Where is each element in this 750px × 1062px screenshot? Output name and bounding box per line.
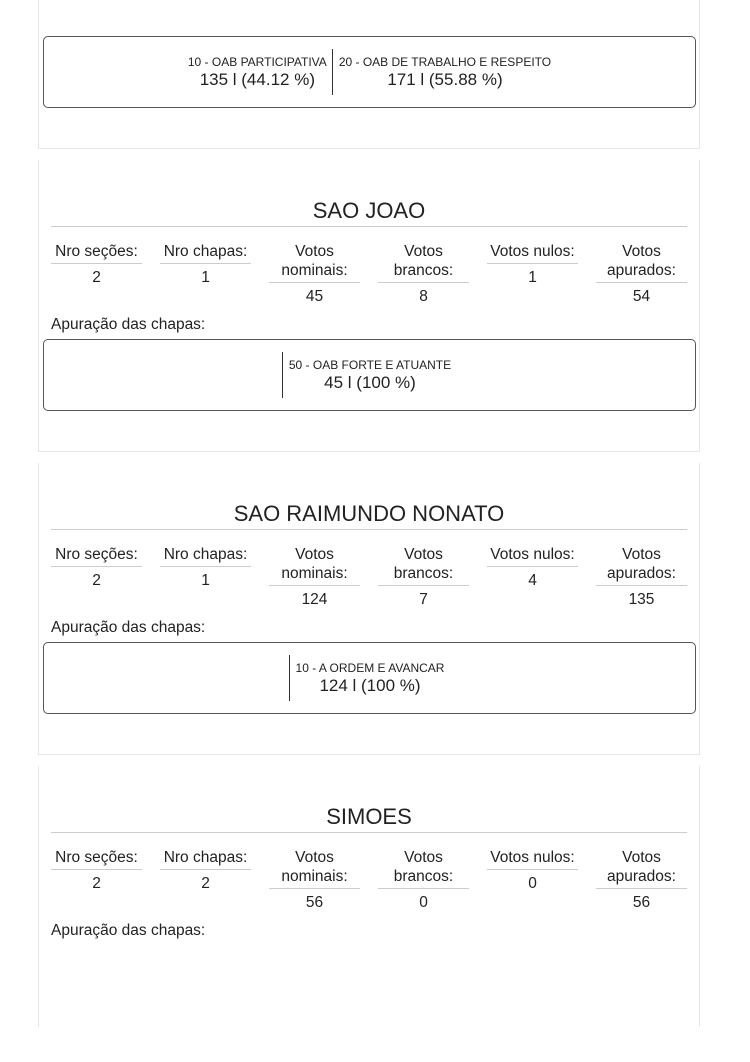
stats-row bbox=[51, 242, 687, 307]
chapa-votes: 135 l (44.12 %) bbox=[199, 69, 315, 89]
municipality-title: SIMOES bbox=[51, 803, 687, 833]
stat-label: Nro chapas: bbox=[160, 545, 251, 567]
stat-votos-brancos bbox=[378, 848, 469, 913]
stat-value: 7 bbox=[419, 591, 428, 608]
stat-label: Votos nulos: bbox=[487, 242, 578, 264]
chapas-results-box bbox=[43, 642, 696, 714]
chapa-name: 10 - A ORDEM E AVANCAR bbox=[295, 660, 445, 675]
stat-value: 124 bbox=[301, 591, 328, 608]
stat-nro-secoes bbox=[51, 848, 142, 913]
stat-value: 1 bbox=[201, 269, 210, 286]
chapas-results-box bbox=[43, 36, 696, 108]
stat-value: 45 bbox=[305, 288, 324, 305]
municipality-card bbox=[38, 463, 700, 755]
stat-votos-nominais bbox=[269, 848, 360, 913]
stat-label: Votos brancos: bbox=[378, 242, 469, 283]
stat-label: Nro chapas: bbox=[160, 242, 251, 264]
stat-label: Votos apurados: bbox=[596, 848, 687, 889]
stat-votos-nominais bbox=[269, 242, 360, 307]
chapa-result bbox=[332, 49, 557, 95]
stat-nro-secoes bbox=[51, 242, 142, 307]
stat-value: 2 bbox=[201, 875, 210, 892]
stat-label: Votos apurados: bbox=[596, 545, 687, 586]
stat-value: 1 bbox=[201, 572, 210, 589]
chapa-name: 20 - OAB DE TRABALHO E RESPEITO bbox=[338, 54, 552, 69]
stat-value: 1 bbox=[528, 269, 537, 286]
stat-value: 4 bbox=[528, 572, 537, 589]
stat-label: Votos apurados: bbox=[596, 242, 687, 283]
apuracao-label: Apuração das chapas: bbox=[51, 922, 206, 939]
stat-value: 2 bbox=[92, 269, 101, 286]
municipality-title: SAO JOAO bbox=[51, 197, 687, 227]
stat-votos-apurados bbox=[596, 545, 687, 610]
stat-votos-apurados bbox=[596, 848, 687, 913]
stat-nro-secoes bbox=[51, 545, 142, 610]
stat-value: 2 bbox=[92, 572, 101, 589]
stat-value: 135 bbox=[628, 591, 655, 608]
chapa-result bbox=[289, 655, 451, 701]
stat-votos-apurados bbox=[596, 242, 687, 307]
stat-value: 56 bbox=[305, 894, 324, 911]
chapa-result bbox=[282, 352, 457, 398]
stat-votos-nominais bbox=[269, 545, 360, 610]
chapa-name: 50 - OAB FORTE E ATUANTE bbox=[288, 357, 452, 372]
stat-votos-brancos bbox=[378, 545, 469, 610]
stat-label: Nro seções: bbox=[51, 242, 142, 264]
stat-nro-chapas bbox=[160, 242, 251, 307]
stat-value: 0 bbox=[419, 894, 428, 911]
municipality-card bbox=[38, 766, 700, 1027]
stat-value: 0 bbox=[528, 875, 537, 892]
stat-label: Votos brancos: bbox=[378, 848, 469, 889]
municipality-title: SAO RAIMUNDO NONATO bbox=[51, 500, 687, 530]
stat-label: Votos nulos: bbox=[487, 545, 578, 567]
chapa-votes: 171 l (55.88 %) bbox=[387, 69, 503, 89]
chapa-votes: 124 l (100 %) bbox=[319, 675, 421, 695]
stat-label: Nro seções: bbox=[51, 848, 142, 870]
stat-label: Votos nominais: bbox=[269, 242, 360, 283]
apuracao-label: Apuração das chapas: bbox=[51, 316, 206, 333]
stat-votos-brancos bbox=[378, 242, 469, 307]
municipality-card bbox=[38, 160, 700, 452]
stat-label: Votos brancos: bbox=[378, 545, 469, 586]
stat-label: Nro chapas: bbox=[160, 848, 251, 870]
stat-value: 2 bbox=[92, 875, 101, 892]
stat-votos-nulos bbox=[487, 545, 578, 610]
stat-value: 56 bbox=[632, 894, 651, 911]
stat-label: Votos nominais: bbox=[269, 545, 360, 586]
stats-row bbox=[51, 848, 687, 913]
stat-value: 54 bbox=[632, 288, 651, 305]
chapa-name: 10 - OAB PARTICIPATIVA bbox=[187, 54, 327, 69]
stat-nro-chapas bbox=[160, 848, 251, 913]
stat-label: Nro seções: bbox=[51, 545, 142, 567]
chapa-result bbox=[182, 49, 332, 95]
stat-votos-nulos bbox=[487, 242, 578, 307]
chapa-votes: 45 l (100 %) bbox=[324, 372, 416, 392]
stats-row bbox=[51, 545, 687, 610]
municipality-card-partial bbox=[38, 0, 700, 149]
chapas-results-box bbox=[43, 339, 696, 411]
stat-votos-nulos bbox=[487, 848, 578, 913]
stat-nro-chapas bbox=[160, 545, 251, 610]
apuracao-label: Apuração das chapas: bbox=[51, 619, 206, 636]
stat-value: 8 bbox=[419, 288, 428, 305]
stat-label: Votos nominais: bbox=[269, 848, 360, 889]
stat-label: Votos nulos: bbox=[487, 848, 578, 870]
